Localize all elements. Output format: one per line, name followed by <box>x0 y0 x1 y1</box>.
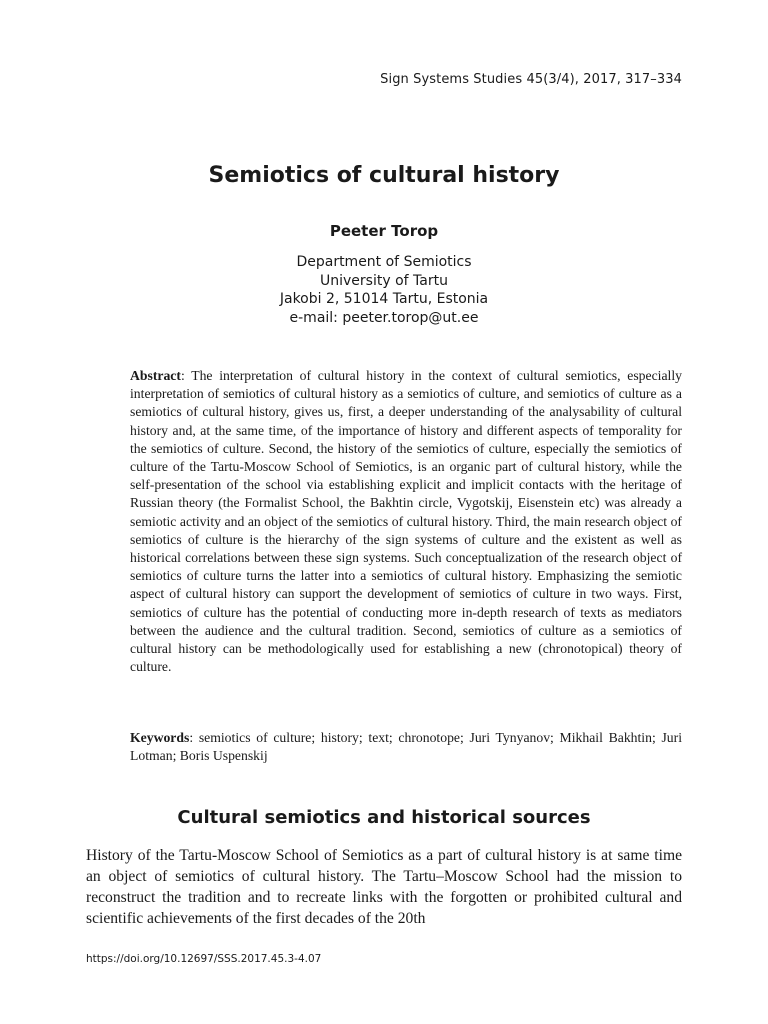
keywords-text: : semiotics of culture; history; text; chronotope; Juri Tynyanov; Mikhail Bakhtin; Juri Lotman; Boris Uspenskij <box>130 730 682 764</box>
keywords-label: Keywords <box>130 730 190 745</box>
author-name: Peeter Torop <box>329 222 439 240</box>
doi-link[interactable]: https://doi.org/10.12697/SSS.2017.45.3-4.07 <box>86 953 322 965</box>
abstract <box>130 367 682 676</box>
section-heading: Cultural semiotics and historical sources <box>177 807 591 828</box>
keywords <box>130 729 682 765</box>
abstract-text: : The interpretation of cultural history in the context of cultural semiotics, especially interpretation of semiotics of cultural history as a semiotics of culture, and semiotics of culture as a semiotics of cultural history, gives us, first, a deeper understanding of the analysability of cultural history and, at the same time, of the importance of history and different aspects of temporality for the semiotics of culture. Second, the history of the semiotics of culture, especially the semiotics of culture of the Tartu-Moscow School of Semiotics, is an organic part of cultural history, while the self-presentation of the school via establishing explicit and implicit contacts with the heritage of Russian theory (the Formalist School, the Bakhtin circle, Vygotskij, Eisenstein etc) was already a semiotic activity and an object of the semiotics of cultural history. Third, the main research object of semiotics of culture is the hierarchy of the sign systems of culture and the existent as well as historical correlations between these sign systems. Such conceptualization of the research object of semiotics of culture turns the latter into a semiotics of cultural history. Emphasizing the semiotic aspect of cultural history can support the development of semiotics of culture in two ways. First, semiotics of culture has the potential of conducting more in-depth research of texts as mediators between the audience and the cultural tradition. Second, semiotics of culture as a semiotics of cultural history can be methodologically used for establishing a new (chronotopical) theory of culture. <box>130 368 682 675</box>
abstract-label: Abstract <box>130 368 181 383</box>
affiliation-address: Jakobi 2, 51014 Tartu, Estonia <box>279 291 489 307</box>
body-paragraph: History of the Tartu-Moscow School of Semiotics as a part of cultural history is at same time an object of semiotics of cultural history. The Tartu–Moscow School had the mission to reconstruct the tradition and to recreate links with the forgotten or prohibited cultural and scientific achievements of the first decades of the 20th <box>86 847 682 927</box>
affiliation-department: Department of Semiotics <box>296 254 472 270</box>
affiliation-university: University of Tartu <box>320 272 448 289</box>
author-affiliation <box>0 253 768 327</box>
affiliation-email[interactable]: e-mail: peeter.torop@ut.ee <box>289 309 479 326</box>
paper-title: Semiotics of cultural history <box>208 163 560 188</box>
journal-reference: Sign Systems Studies 45(3/4), 2017, 317–334 <box>380 72 682 87</box>
